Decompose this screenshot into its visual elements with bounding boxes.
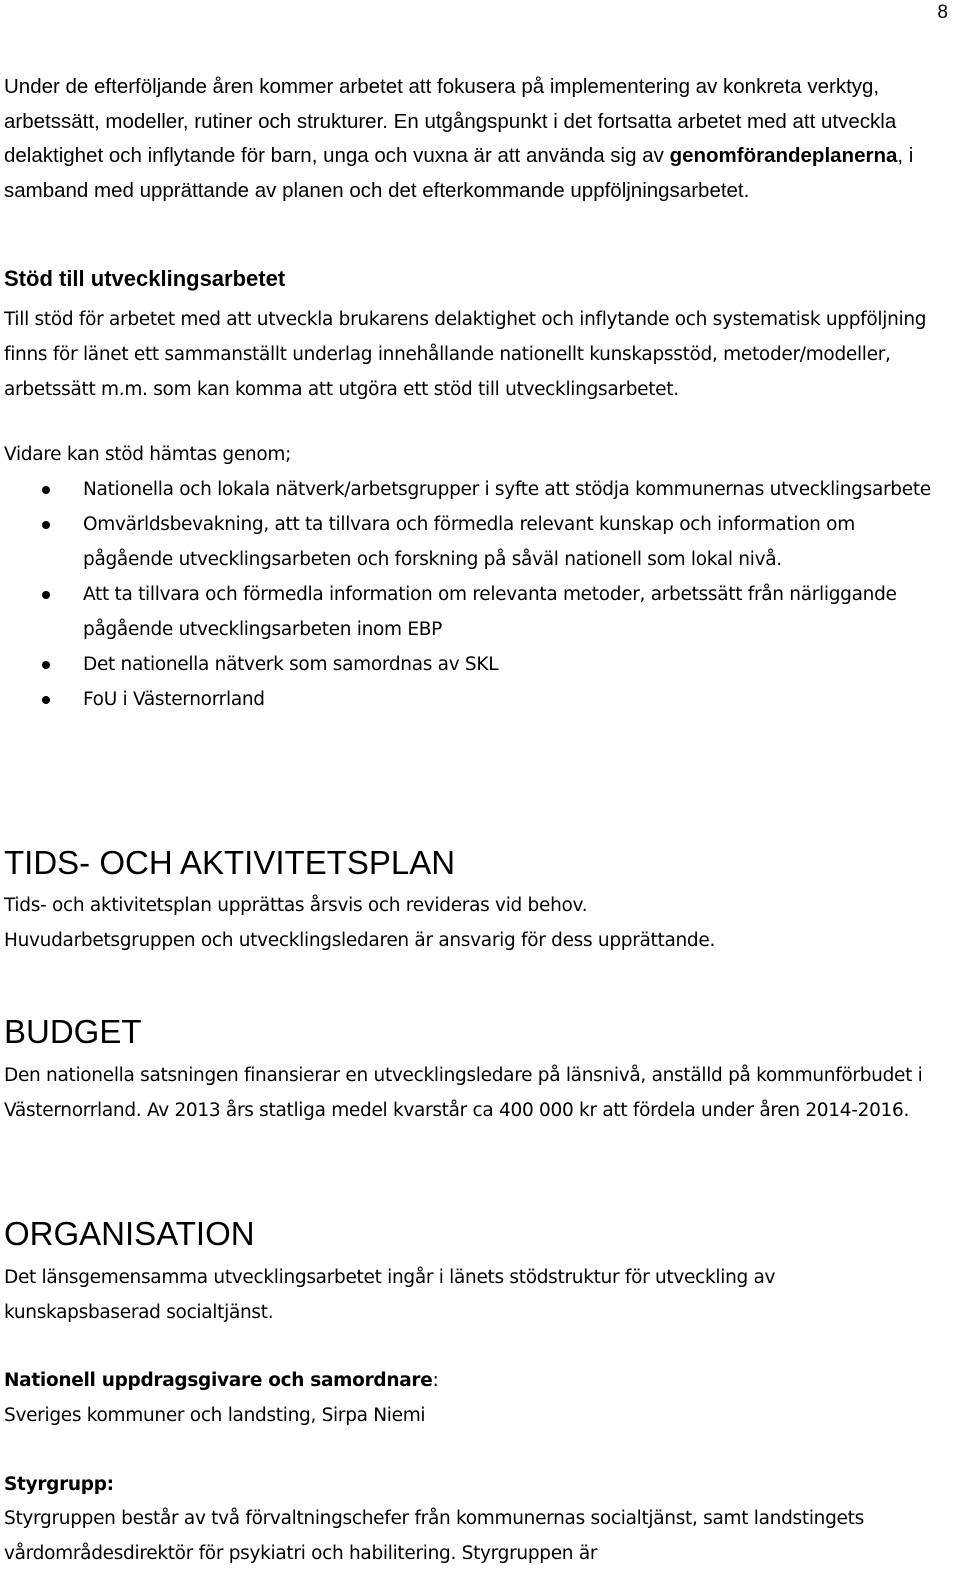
intro-bold-term: genomförandeplanerna — [669, 144, 898, 167]
list-item-text: Att ta tillvara och förmedla information om relevanta metoder, arbetssätt från närliggande pågående utvecklingsarbeten inom EBP — [83, 584, 897, 640]
intro-text-2: , i samband med upprättande av planen och det efterkommande uppföljningsarbetet. — [4, 144, 914, 202]
list-item-text: Omvärldsbevakning, att ta tillvara och förmedla relevant kunskap och information om pågående utvecklingsarbeten och forskning på såväl nationell som lokal nivå. — [83, 514, 855, 570]
intro-text-1: Under de efterföljande åren kommer arbetet att fokusera på implementering av konkreta verktyg, arbetssätt, modeller, rutiner och strukturer. En utgångspunkt i det fortsatta arbetet med att utveckla delaktighet och inflytande för barn, unga och vuxna är att använda sig av — [4, 75, 897, 167]
tids-paragraph — [4, 888, 715, 958]
list-item-text: FoU i Västernorrland — [83, 689, 265, 710]
nat-label-line — [4, 1363, 438, 1398]
bullet-icon — [42, 591, 50, 599]
section-heading-stod: Stöd till utvecklingsarbetet — [4, 266, 286, 291]
section-heading-organisation: ORGANISATION — [4, 1215, 255, 1252]
vidare-line: Vidare kan stöd hämtas genom; — [4, 444, 292, 465]
nat-colon: : — [432, 1370, 439, 1391]
list-item-text: Nationella och lokala nätverk/arbetsgrupper i syfte att stödja kommunernas utvecklingsarbete — [83, 479, 931, 500]
list-item — [4, 647, 934, 682]
bullet-icon — [42, 521, 50, 529]
styrgrupp-label: Styrgrupp: — [4, 1474, 114, 1495]
list-item — [4, 472, 934, 507]
tids-line-1: Tids- och aktivitetsplan upprättas årsvis och revideras vid behov. — [4, 895, 588, 916]
list-item — [4, 682, 934, 717]
section-heading-budget: BUDGET — [4, 1013, 142, 1050]
nat-value: Sveriges kommuner och landsting, Sirpa Niemi — [4, 1405, 426, 1426]
nat-label: Nationell uppdragsgivare och samordnare — [4, 1370, 433, 1391]
list-item — [4, 577, 934, 647]
stod-paragraph: Till stöd för arbetet med att utveckla brukarens delaktighet och inflytande och systematisk uppföljning finns för länet ett sammanställt underlag innehållande nationellt kunskapsstöd, metoder/modeller, arbetssätt m.m. som kan komma att utgöra ett stöd till utvecklingsarbetet. — [4, 309, 927, 400]
list-item — [4, 507, 934, 577]
budget-paragraph: Den nationella satsningen finansierar en utvecklingsledare på länsnivå, anställd på kommunförbudet i Västernorrland. Av 2013 års statliga medel kvarstår ca 400 000 kr att fördela under åren 2014-2016. — [4, 1065, 923, 1121]
organisation-paragraph: Det länsgemensamma utvecklingsarbetet ingår i länets stödstruktur för utveckling av kunskapsbaserad socialtjänst. — [4, 1267, 776, 1323]
bullet-icon — [42, 486, 50, 494]
section-heading-tids: TIDS- OCH AKTIVITETSPLAN — [4, 844, 456, 881]
list-item-text: Det nationella nätverk som samordnas av SKL — [83, 654, 499, 675]
page-number: 8 — [937, 2, 948, 23]
bullet-icon — [42, 696, 50, 704]
intro-paragraph — [4, 70, 934, 208]
bullet-icon — [42, 661, 50, 669]
styrgrupp-paragraph: Styrgruppen består av två förvaltningschefer från kommunernas socialtjänst, samt landstingets vårdområdesdirektör för psykiatri och habilitering. Styrgruppen är — [4, 1508, 864, 1564]
tids-line-2: Huvudarbetsgruppen och utvecklingsledaren är ansvarig för dess upprättande. — [4, 930, 716, 951]
support-list — [4, 472, 934, 717]
